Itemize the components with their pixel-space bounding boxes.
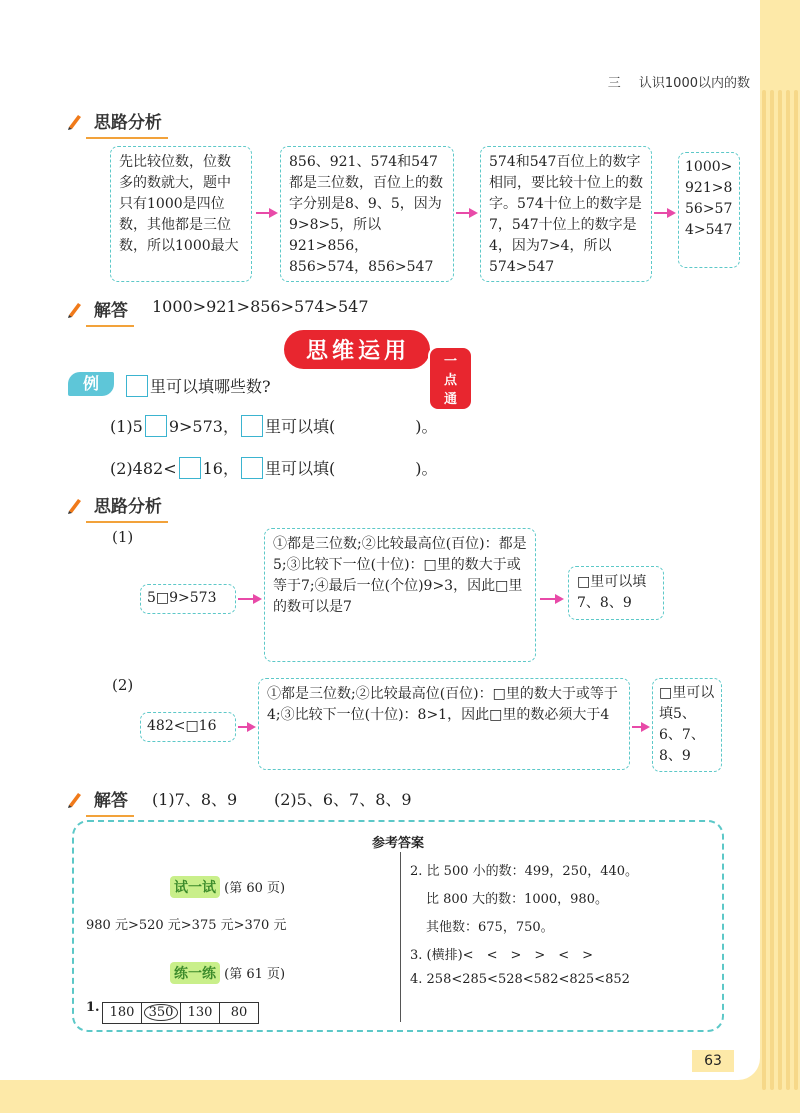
analysis-box-1: 先比较位数，位数多的数就大，题中只有1000是四位数，其他都是三位数，所以1000最大 [110,146,252,282]
pencil-icon [66,300,82,323]
arrow-icon [238,594,262,604]
answer-title-2: 解答 [66,786,128,813]
arrow-icon [540,594,564,604]
q4-line: 4. 258<285<528<582<825<852 [410,972,630,987]
cell: 80 [230,1005,248,1020]
practice-badge: 练一练 [170,962,220,984]
arrow-icon [238,722,256,732]
q3-line: 3. (横排)< < > > < > [410,948,594,963]
analysis-box-2: 856、921、574和547都是三位数，百位上的数字分别是8、9、5，因为9>8>5，所以921>856，856>574，856>547 [280,146,454,282]
answer-text-1: 1000>921>856>574>547 [152,297,369,316]
pencil-icon [66,112,82,135]
chapter-title: 认识1000以内的数 [638,76,750,91]
cell: 180 [103,1003,142,1023]
q2-line2: 比 800 大的数：1000，980。 [426,892,608,907]
analysis-title-1: 思路分析 [66,108,162,135]
blank-box-icon [126,375,148,397]
answers-divider [400,852,401,1022]
arrow-icon [654,208,676,218]
analysis-result-box: 1000>921>856>574>547 [678,152,740,268]
cell: 130 [181,1003,220,1023]
blank-box-icon [145,415,167,437]
q2-line3: 其他数：675，750。 [426,920,554,935]
q1-label: 1. [86,1000,100,1015]
pencil-icon [66,496,82,519]
example-question: 里可以填哪些数? [124,374,271,397]
reference-answers-box [72,820,724,1032]
analysis-box-3: 574和547百位上的数字相同，要比较十位上的数字。574十位上的数字是7，547十位上的数字是4，因为7>4，所以574>547 [480,146,652,282]
try-heading: 试一试 (第 60 页) [170,876,285,898]
banner-tag: 一点通 [428,346,473,411]
answer-title-1: 解答 [66,296,128,323]
part2-start-box: 482<□16 [140,712,236,742]
thinking-banner [284,330,458,407]
blank-box-icon [179,457,201,479]
part1-result-box: □里可以填7、8、9 [568,566,664,620]
page-number: 63 [692,1050,734,1072]
q2-line1: 2. 比 500 小的数：499，250，440。 [410,864,639,879]
part1-steps-box: ①都是三位数;②比较最高位(百位)：都是5;③比较下一位(十位)：□里的数大于或等于7;④最后一位(个位)9>3，因此□里的数可以是7 [264,528,536,662]
part1-label: (1) [112,528,134,546]
example-badge: 例 [68,372,114,396]
blank-box-icon [241,415,263,437]
part1-start-box: 5□9>573 [140,584,236,614]
cell: 350 [142,1003,181,1023]
page-edge-decoration [760,90,800,1090]
answers-title: 参考答案 [371,836,424,851]
analysis-title-2: 思路分析 [66,492,162,519]
q1-cells [102,1002,259,1024]
arrow-icon [456,208,478,218]
banner-main: 思维运用 [284,330,430,369]
arrow-icon [632,722,650,732]
answer-text-2a: (1)7、8、9 [152,790,238,809]
answer-text-2b: (2)5、6、7、8、9 [274,790,412,809]
chapter-number: 三 [607,76,621,91]
try-answer: 980 元>520 元>375 元>370 元 [86,918,287,933]
practice-heading: 练一练 (第 61 页) [170,962,285,984]
blank-box-icon [241,457,263,479]
arrow-icon [256,208,278,218]
part2-label: (2) [112,676,134,694]
example-q2: (2)482< 16， 里可以填( )。 [110,459,438,478]
try-badge: 试一试 [170,876,220,898]
pencil-icon [66,790,82,813]
page-header [608,72,750,91]
example-q1: (1)5 9>573， 里可以填( )。 [110,417,438,436]
part2-result-box: □里可以填5、6、7、8、9 [652,678,722,772]
part2-steps-box: ①都是三位数;②比较最高位(百位)：□里的数大于或等于4;③比较下一位(十位)：8>1，因此□里的数必须大于4 [258,678,630,770]
